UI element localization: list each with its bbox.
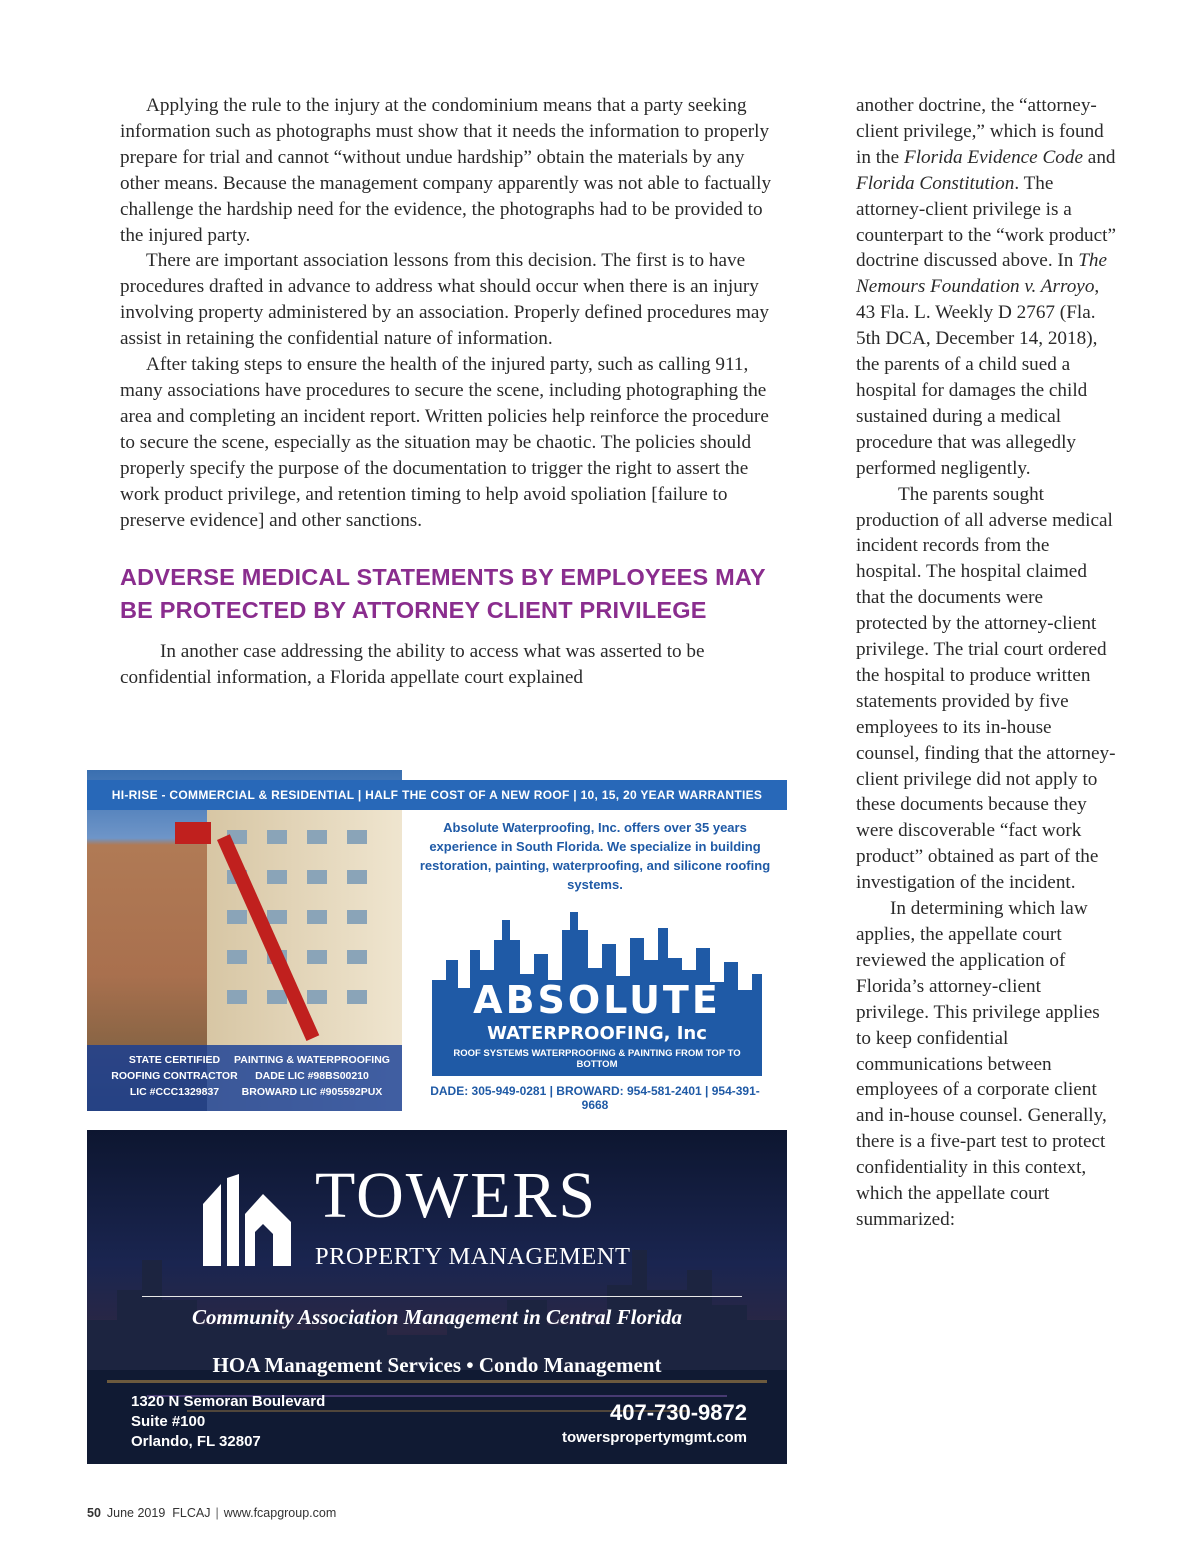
towers-subtitle: PROPERTY MANAGEMENT <box>315 1243 631 1270</box>
absolute-logo: ABSOLUTE <box>473 978 721 1022</box>
citation-title: Florida Evidence Code <box>903 146 1083 168</box>
body-paragraph: The parents sought production of all adverse medical incident records from the hospital. The hospital claimed that the documents were protected by the attorney-client privilege. The trial court ordered the hospital to produce written statements provided by five employees to its in-house counsel, finding that the attorney-client privilege did not apply to these documents because they were discoverable “fact work product” obtained as part of the investigation of the incident. <box>856 483 1116 894</box>
ad-banner: HI-RISE - COMMERCIAL & RESIDENTIAL | HALF THE COST OF A NEW ROOF | 10, 15, 20 YEAR WARRANTIES <box>87 780 787 810</box>
text-run: another doctrine, the “attorney-client privilege,” which is found in the <box>856 95 1104 168</box>
absolute-logo-sub: WATERPROOFING, Inc <box>487 1023 707 1044</box>
license-roofing: STATE CERTIFIED ROOFING CONTRACTOR LIC #CCC1329837 <box>111 1054 238 1098</box>
ad-phone-numbers: DADE: 305-949-0281 | BROWARD: 954-581-2401 | 954-391-9668 <box>430 1084 760 1111</box>
case-name: The Nemours Foundation v. Arroyo <box>856 250 1107 298</box>
section-heading: ADVERSE MEDICAL STATEMENTS BY EMPLOYEES MAY BE PROTECTED BY ATTORNEY CLIENT PRIVILEGE <box>120 564 766 624</box>
towers-website: towerspropertymgmt.com <box>561 1429 747 1446</box>
body-paragraph: Applying the rule to the injury at the condominium means that a party seeking information such as photographs must show that it needs the information to properly prepare for trial and cannot “without undue hardship” obtain the materials by any other means. Because the management company apparently was not able to factually challenge the hardship need for the evidence, the photographs had to be provided to the injured party. <box>120 95 772 246</box>
footer-separator: | <box>215 1506 219 1520</box>
issue-date: June 2019 <box>106 1506 166 1520</box>
left-column <box>120 93 772 691</box>
body-paragraph: In determining which law applies, the appellate court reviewed the application of Florida’s attorney-client privilege. This privilege applies to keep confidential communications between employees of a corporate client and in-house counsel. Generally, there is a five-part test to protect confidentiality in this context, which the appellate court summarized: <box>856 898 1107 1230</box>
right-column <box>856 93 1118 1233</box>
license-painting: PAINTING & WATERPROOFING DADE LIC #98BS00210 BROWARD LIC #905592PUX <box>234 1054 390 1098</box>
footer-url: www.fcapgroup.com <box>223 1506 337 1520</box>
towers-name: TOWERS <box>315 1159 598 1232</box>
towers-address <box>131 1392 431 1452</box>
lift-basket <box>175 822 211 844</box>
ad-description: Absolute Waterproofing, Inc. offers over 35 years experience in South Florida. We specialize in building restoration, painting, waterproofing, and silicone roofing systems. <box>419 820 771 892</box>
body-paragraph: There are important association lessons from this decision. The first is to have procedures drafted in advance to address what should occur when there is an injury involving property administered by an association. Properly defined procedures may assist in retaining the confidential nature of information. <box>120 250 770 350</box>
towers-property-ad <box>87 1130 787 1464</box>
address-line: Orlando, FL 32807 <box>131 1433 261 1450</box>
body-paragraph <box>856 93 1118 482</box>
ad-tagline: ROOF SYSTEMS WATERPROOFING & PAINTING FROM TOP TO BOTTOM <box>453 1048 741 1070</box>
divider <box>142 1296 742 1297</box>
body-paragraph: In another case addressing the ability to access what was asserted to be confidential information, a Florida appellate court explained <box>120 641 705 689</box>
towers-logo-icon <box>203 1174 291 1266</box>
text-run: and <box>1083 146 1116 168</box>
address-line: 1320 N Semoran Boulevard <box>131 1393 326 1410</box>
towers-tagline: Community Association Management in Central Florida <box>192 1305 682 1329</box>
citation-title: Florida Constitution <box>856 172 1015 194</box>
address-line: Suite #100 <box>131 1413 206 1430</box>
license-info <box>87 1045 402 1111</box>
text-run: , 43 Fla. L. Weekly D 2767 (Fla. 5th DCA, December 14, 2018), the parents of a child sued a hospital for damages the child sustained during a medical procedure that was allegedly performed negligently. <box>856 276 1100 479</box>
absolute-waterproofing-ad <box>87 770 787 1111</box>
page-footer <box>87 1506 336 1520</box>
publication-name: FLCAJ <box>172 1506 211 1520</box>
text-run: . The attorney-client privilege is a counterpart to the “work product” doctrine discussed above. In <box>856 172 1116 272</box>
page-number: 50 <box>87 1506 101 1520</box>
body-paragraph: After taking steps to ensure the health of the injured party, such as calling 911, many associations have procedures to secure the scene, including photographing the area and completing an incident report. Written policies help reinforce the procedure to secure the scene, especially as the situation may be chaotic. The policies should properly specify the purpose of the documentation to trigger the right to assert the work product privilege, and retention timing to help avoid spoliation [failure to preserve evidence] and other sanctions. <box>120 354 769 531</box>
towers-services: HOA Management Services • Condo Management <box>212 1353 662 1377</box>
towers-phone: 407-730-9872 <box>609 1400 747 1425</box>
